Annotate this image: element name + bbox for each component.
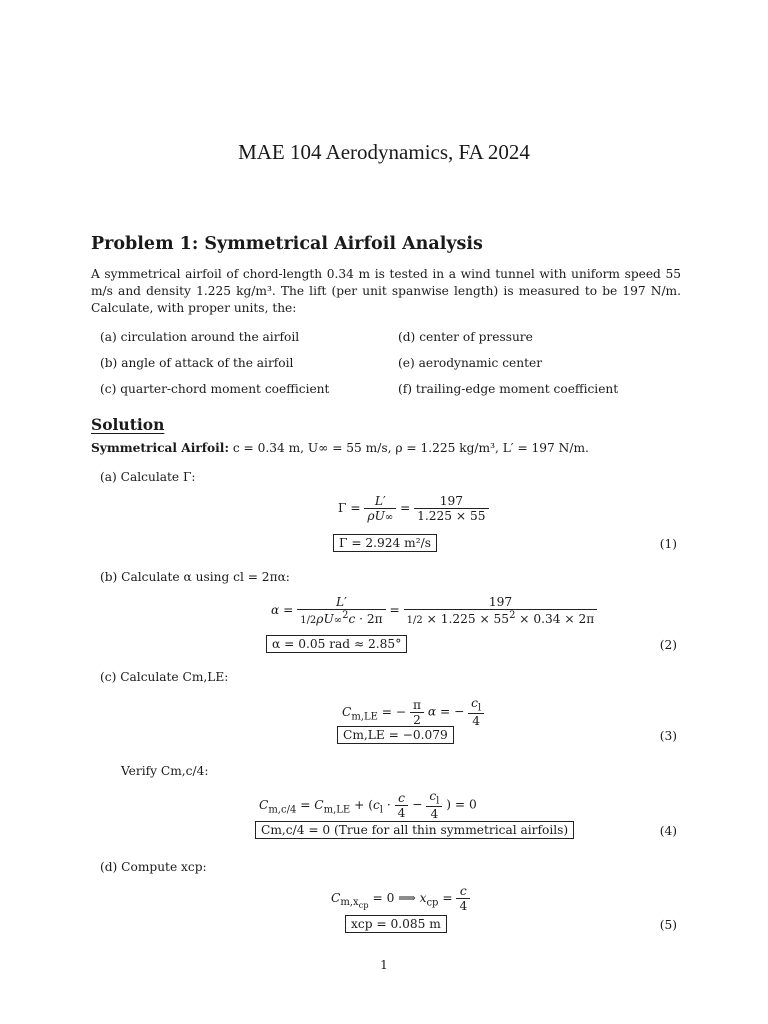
result-cmc4-box: Cm,c/4 = 0 (True for all thin symmetrical airfoils) xyxy=(255,821,574,839)
solution-heading: Solution xyxy=(91,415,165,434)
equation-number-4: (4) xyxy=(659,824,677,838)
list-item xyxy=(398,356,542,370)
givens-label: Symmetrical Airfoil: xyxy=(91,441,229,455)
page-number: 1 xyxy=(380,958,388,972)
verify-label: Verify Cm,c/4: xyxy=(121,764,209,778)
equation-number-3: (3) xyxy=(659,729,677,743)
problem-title: Problem 1: Symmetrical Airfoil Analysis xyxy=(91,234,483,254)
part-text: center of pressure xyxy=(419,330,533,344)
result-alpha-box: α = 0.05 rad ≈ 2.85° xyxy=(266,635,407,653)
part-text: quarter-chord moment coefficient xyxy=(120,382,330,396)
list-item xyxy=(100,382,329,396)
step-c-label: (c) Calculate Cm,LE: xyxy=(100,670,229,684)
problem-statement: A symmetrical airfoil of chord-length 0.34 m is tested in a wind tunnel with uniform speed 55 m/s and density 1.225 kg/m³. The lift (per unit spanwise length) is measured to be 197 N/m. Calculate, with proper units, the: xyxy=(91,267,681,315)
result-gamma-box: Γ = 2.924 m²/s xyxy=(333,534,437,552)
part-tag: (d) xyxy=(398,330,416,344)
result-cmle-box: Cm,LE = −0.079 xyxy=(337,726,454,744)
part-tag: (b) xyxy=(100,356,118,370)
page-header: MAE 104 Aerodynamics, FA 2024 xyxy=(238,140,530,164)
part-text: circulation around the airfoil xyxy=(120,330,300,344)
part-text: aerodynamic center xyxy=(418,356,543,370)
list-item xyxy=(100,356,293,370)
step-b-label: (b) Calculate α using cl = 2πα: xyxy=(100,570,290,584)
equation-cmc4: $C_{m,c/4} = C_{m,LE} + (c_l$ · $\frac{c}{4}$ − $\frac{c_l}{4}$ ) = 0 xyxy=(259,789,477,822)
givens-values: c = 0.34 m, U∞ = 55 m/s, ρ = 1.225 kg/m³, L′ = 197 N/m. xyxy=(232,441,589,455)
list-item xyxy=(100,330,299,344)
part-text: angle of attack of the airfoil xyxy=(121,356,294,370)
step-a-label: (a) Calculate Γ: xyxy=(100,470,196,484)
equation-cmle: $C_{m,LE}$ = − $\frac{\pi}{2}$ α = − $\frac{c_l}{4}$ xyxy=(342,696,484,728)
equation-alpha: α = $\frac{L'}{1/2\rho U\infty^2c \cdot 2\pi}$ = $\frac{197}{1/2 \times 1.225 \times 55^2 \times 0.34 \times 2\pi}$ xyxy=(271,595,597,626)
equation-xcp: $C_{m,x_{cp}} = 0$ ⟹ $x_{cp}$ = $\frac{c}{4}$ xyxy=(331,884,470,913)
givens-line xyxy=(91,441,589,455)
result-xcp-box: xcp = 0.085 m xyxy=(345,915,447,933)
part-tag: (c) xyxy=(100,382,117,396)
list-item xyxy=(398,382,618,396)
equation-gamma: Γ = $\frac{L'}{\rho U\infty}$ = $\frac{197}{1.225 \times 55}$ xyxy=(338,494,489,523)
equation-number-2: (2) xyxy=(659,638,677,652)
list-item xyxy=(398,330,533,344)
equation-number-5: (5) xyxy=(659,918,677,932)
part-tag: (a) xyxy=(100,330,117,344)
part-text: trailing-edge moment coefficient xyxy=(415,382,619,396)
part-tag: (f) xyxy=(398,382,413,396)
equation-number-1: (1) xyxy=(659,537,677,551)
step-d-label: (d) Compute xcp: xyxy=(100,860,207,874)
part-tag: (e) xyxy=(398,356,415,370)
